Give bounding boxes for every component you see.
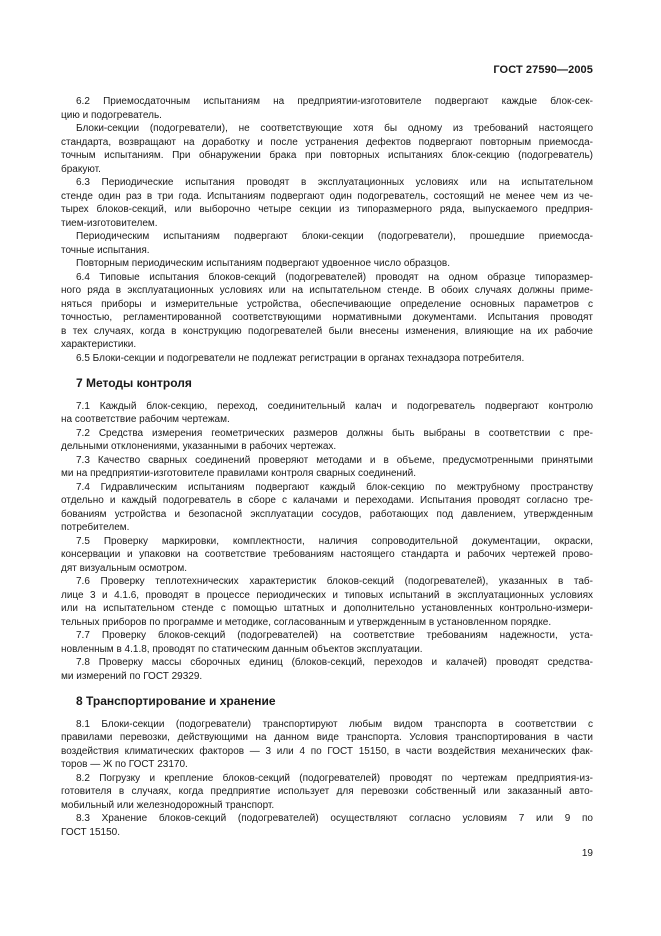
paragraph-p8-3 xyxy=(61,812,593,839)
paragraph-line: готовителя в случаях, когда предприятие использует для перевозки собственный или заказанный авто- xyxy=(61,786,593,797)
paragraph-line: ми на предприятии-изготовителе правилами контроля сварных соединений. xyxy=(61,468,417,479)
paragraph-line: Блоки-секции (подогреватели), не соответствующие хотя бы одному из требований настоящего xyxy=(76,123,593,134)
paragraph-line: на соответствие рабочим чертежам. xyxy=(61,414,230,425)
paragraph-line: торов — Ж по ГОСТ 23170. xyxy=(61,759,188,770)
paragraph-line: стандарта, возвращают на доработку и после устранения дефектов подвергают повторным приемосда- xyxy=(61,136,593,148)
paragraph-line: дельными отклонениями, указанными в рабочих чертежах. xyxy=(61,441,337,452)
section-8-paragraphs xyxy=(61,718,593,840)
paragraph-line: стенде один раз в три года. Испытаниям подвергают один подогреватель, состоящий не менее чем из че- xyxy=(61,190,593,202)
paragraph-p7-1 xyxy=(61,400,593,427)
paragraph-p7-5 xyxy=(61,535,593,576)
paragraph-line: 7.1 Каждый блок-секцию, переход, соединительный калач и подогреватель подвергают контролю xyxy=(76,400,593,412)
section-7-title: 7 Методы контроля xyxy=(76,376,192,390)
paragraph-line: или на испытательном стенде с помощью штатных и дополнительно установленных контрольно-измери- xyxy=(61,603,593,614)
paragraph-p6-2b xyxy=(61,122,593,176)
paragraph-line: 8.3 Хранение блоков-секций (подогревателей) осуществляют согласно условиям 7 или 9 по xyxy=(76,813,593,824)
paragraph-line: потребителем. xyxy=(61,522,130,533)
paragraph-line: консервации и упаковки на соответствие требованиям настоящего стандарта и рабочих чертежей прово- xyxy=(61,549,593,560)
document-code-header: ГОСТ 27590—2005 xyxy=(493,64,593,76)
paragraph-p6-3 xyxy=(61,176,593,230)
paragraph-p6-3c xyxy=(61,257,593,271)
paragraph-line: 6.4 Типовые испытания блоков-секций (подогревателей) проводят на одном образце типоразмер- xyxy=(76,271,593,283)
paragraph-line: точностью, регламентированной соответствующими нормативными документами. Испытания проводят xyxy=(61,312,593,323)
paragraph-line: ного ряда в эксплуатационных условиях или на испытательном стенде. В обоих случаях должны приме- xyxy=(61,285,593,296)
paragraph-line: дят визуальным осмотром. xyxy=(61,562,187,574)
paragraph-line: лице 3 и 4.1.6, проводят в процессе периодических и типовых испытаний в эксплуатационных условиях xyxy=(61,589,593,601)
paragraph-p6-2 xyxy=(61,95,593,122)
paragraph-line: 7.8 Проверку массы сборочных единиц (блоков-секций, переходов и калачей) проводят средства- xyxy=(76,657,593,668)
section-8-title: 8 Транспортирование и хранение xyxy=(76,694,276,708)
section-6-paragraphs xyxy=(61,95,593,365)
paragraph-line: 7.5 Проверку маркировки, комплектности, наличия сопроводительной документации, окраски, xyxy=(76,535,593,547)
paragraph-line: правилами перевозки, действующими на данном виде транспорта. Условия транспортирования в части xyxy=(61,732,593,743)
paragraph-line: 6.5 Блоки-секции и подогреватели не подлежат регистрации в органах технадзора потребителя. xyxy=(76,352,525,364)
paragraph-line: тырех блоков-секций, или выборочно четыре секции из типоразмерного ряда, выпускаемого предприя- xyxy=(61,204,593,215)
paragraph-line: няться приборы и измерительные устройства, обеспечивающие определение основных параметров с xyxy=(61,298,593,310)
paragraph-line: ГОСТ 15150. xyxy=(61,826,120,838)
page-number: 19 xyxy=(581,848,593,859)
section-7-paragraphs xyxy=(61,400,593,684)
paragraph-line: воздействия климатических факторов — 3 или 4 по ГОСТ 15150, в части воздействия механических фак- xyxy=(61,745,593,757)
paragraph-line: тием-изготовителем. xyxy=(61,217,158,229)
paragraph-line: ми измерений по ГОСТ 29329. xyxy=(61,670,203,682)
paragraph-p7-8 xyxy=(61,656,593,683)
paragraph-p7-3 xyxy=(61,454,593,481)
paragraph-p6-4 xyxy=(61,271,593,352)
paragraph-line: 7.7 Проверку блоков-секций (подогревателей) на соответствие требованиям надежности, уста- xyxy=(76,630,593,641)
paragraph-p7-2 xyxy=(61,427,593,454)
paragraph-line: характеристики. xyxy=(61,339,137,350)
paragraph-line: 7.6 Проверку теплотехнических характеристик блоков-секций (подогревателей), указанных в таб- xyxy=(76,576,593,587)
paragraph-p7-7 xyxy=(61,629,593,656)
paragraph-line: в тех случаях, когда в конструкцию подогревателей были внесены изменения, влияющие на их рабочие xyxy=(61,325,593,337)
paragraph-line: цию и подогреватель. xyxy=(61,109,162,121)
paragraph-line: новленным в 4.1.8, проводят по статическим данным объектов эксплуатации. xyxy=(61,643,423,655)
paragraph-line: тельных приборов по программе и методике, согласованным и утвержденным в установленном порядке. xyxy=(61,616,552,628)
paragraph-line: точным испытаниям. При обнаружении брака при повторных испытаниях блок-секцию (подогреватель) xyxy=(61,150,593,161)
paragraph-p6-3b xyxy=(61,230,593,257)
paragraph-line: бованиям устройства и безопасной эксплуатации сосудов, работающих под давлением, утвержденным xyxy=(61,508,593,520)
paragraph-line: 7.2 Средства измерения геометрических размеров должны быть выбраны в соответствии с пре- xyxy=(76,427,593,439)
paragraph-line: 8.1 Блоки-секции (подогреватели) транспортируют любым видом транспорта в соответствии с xyxy=(76,718,593,730)
paragraph-line: 7.3 Качество сварных соединений проверяют методами и в объеме, предусмотренными принятыми xyxy=(76,454,593,466)
paragraph-line: бракуют. xyxy=(61,163,101,175)
paragraph-p8-1 xyxy=(61,718,593,772)
paragraph-line: Повторным периодическим испытаниям подвергают удвоенное число образцов. xyxy=(76,258,451,269)
paragraph-p7-6 xyxy=(61,575,593,629)
paragraph-line: отдельно и каждый подогреватель в сборе с калачами и переходами. Испытания проводят согласно тре- xyxy=(61,495,593,506)
paragraph-line: 6.3 Периодические испытания проводят в эксплуатационных условиях или на испытательном xyxy=(76,177,593,188)
paragraph-p7-4 xyxy=(61,481,593,535)
document-body xyxy=(61,95,593,839)
paragraph-line: 6.2 Приемосдаточным испытаниям на предприятии-изготовителе подвергают каждые блок-сек- xyxy=(76,96,593,107)
paragraph-line: 7.4 Гидравлическим испытаниям подвергают каждый блок-секцию по межтрубному пространству xyxy=(76,481,593,493)
paragraph-line: 8.2 Погрузку и крепление блоков-секций (подогревателей) проводят по чертежам предприятия-из- xyxy=(76,772,593,784)
paragraph-line: Периодическим испытаниям подвергают блоки-секции (подогреватели), прошедшие приемосда- xyxy=(76,231,593,242)
paragraph-p8-2 xyxy=(61,772,593,813)
paragraph-line: точные испытания. xyxy=(61,244,150,256)
paragraph-line: мобильный или железнодорожный транспорт. xyxy=(61,799,275,811)
paragraph-p6-5 xyxy=(61,352,593,366)
